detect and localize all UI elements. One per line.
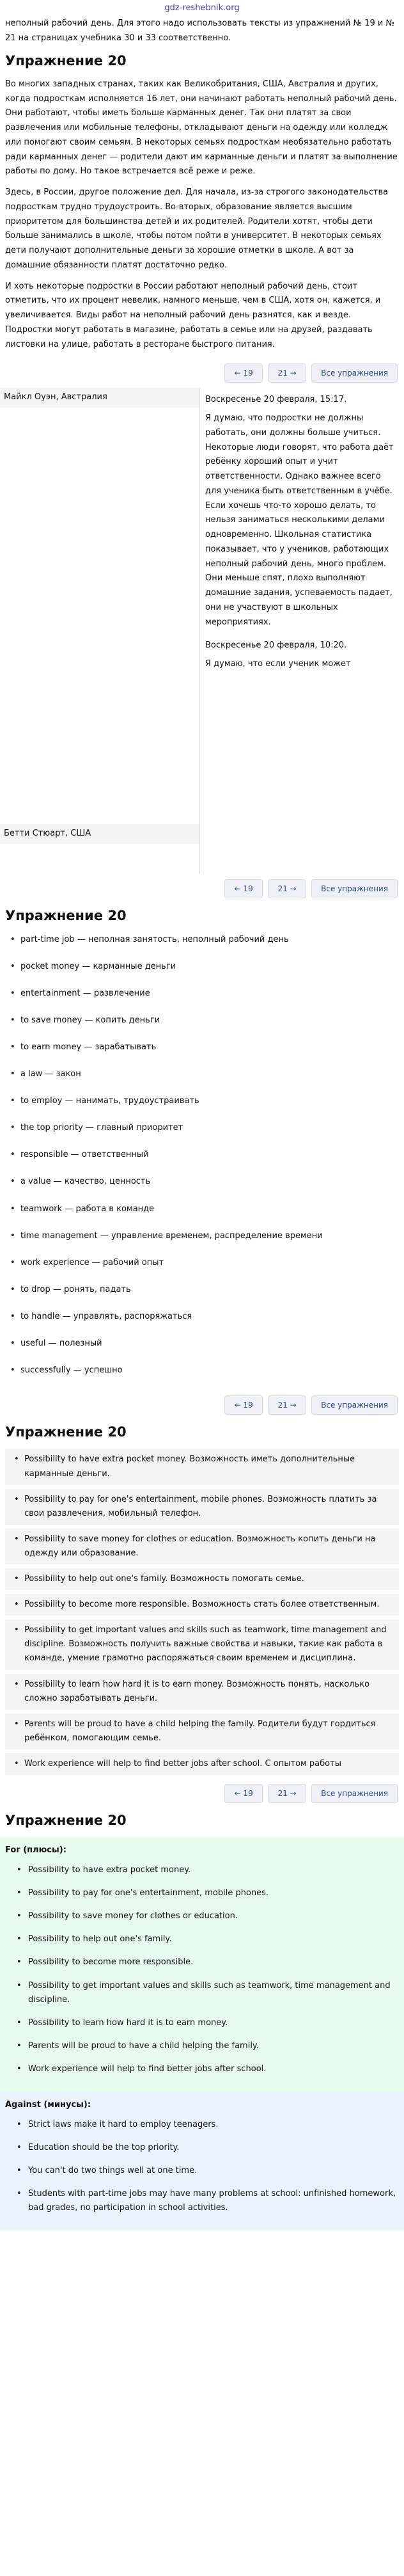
next-button[interactable]: 21 → [268,363,306,383]
vocab-item: • part-time job — неполная занятость, неполный рабочий день [5,933,399,947]
vocab-item: • a value — качество, ценность [5,1175,399,1189]
exercise-title-3: Упражнение 20 [5,1424,127,1440]
pros-ru-item: • Possibility to become more responsible. Возможность стать более ответственным. [5,1594,399,1616]
cons-item: • Students with part-time jobs may have many problems at school: unfinished homework, bad grades, no participation in school activities. [5,2187,399,2215]
pros-item: • Possibility to have extra pocket money. [5,1863,399,1877]
forum-image [0,388,404,874]
exercise-nav-4 [0,1779,404,1808]
post-text-2: Я думаю, что если ученик может [205,659,351,669]
pros-list [0,1863,404,2076]
prev-button[interactable]: ← 19 [224,1784,263,1803]
exercise-nav-3 [0,1390,404,1420]
pros-box [0,1837,404,2092]
cons-list [0,2118,404,2215]
prev-button[interactable]: ← 19 [224,879,263,898]
pros-item: • Possibility to learn how hard it is to earn money. [5,2016,399,2030]
pros-ru-list [0,1449,404,1775]
vocab-item: • to earn money — зарабатывать [5,1040,399,1054]
pros-item: • Parents will be proud to have a child helping the family. [5,2039,399,2053]
pros-item: • Possibility to help out one's family. [5,1932,399,1946]
vocab-item: • to drop — ронять, падать [5,1283,399,1297]
vocabulary-list [5,933,399,1378]
vocab-item: • entertainment — развлечение [5,987,399,1001]
prev-button[interactable]: ← 19 [224,363,263,383]
vocab-item: • responsible — ответственный [5,1148,399,1162]
vocab-item: • the top priority — главный приоритет [5,1121,399,1135]
cons-item: • Education should be the top priority. [5,2141,399,2155]
vocab-item: • to save money — копить деньги [5,1014,399,1028]
translation-paragraph-1: Во многих западных странах, таких как Великобритания, США, Австралия и других, когда подросткам исполняется 16 лет, они начинают работать неполный рабочий день. Они работают, чтобы иметь больше карманных денег. Так они платят за свои развлечения или мобильные телефоны, откладывают деньги на одежду или колледж или помогают своим семьям. В некоторых семьях подросткам необязательно работать ради карманных денег — родители дают им карманные деньги и платят за выполнение работы по дому. Но такое встречается всё реже и реже. [5,79,398,177]
translation-paragraph-2: Здесь, в России, другое положение дел. Для начала, из-за строгого законодательства подросткам трудно трудоустроить. Во-вторых, образование является высшим приоритетом для большинства детей и их родителей. Родители хотят, чтобы дети больше занимались в школе, чтобы потом пойти в университет. В некоторых семьях дети получают дополнительные деньги за хорошие отметки в школе. А вот за домашние обязанности платят достаточно редко. [5,187,389,270]
vocab-item: • a law — закон [5,1067,399,1081]
next-button[interactable]: 21 → [268,1784,306,1803]
exercise-title-1: Упражнение 20 [5,52,127,68]
vocab-item: • to handle — управлять, распоряжаться [5,1310,399,1324]
pros-ru-item: • Possibility to help out one's family. Возможность помогать семье. [5,1568,399,1590]
all-exercises-button[interactable]: Все упражнения [311,363,398,383]
all-exercises-button[interactable]: Все упражнения [311,879,398,898]
vocab-item: • successfully — успешно [5,1364,399,1378]
pros-ru-item: • Possibility to save money for clothes or education. Возможность копить деньги на одежду или образование. [5,1529,399,1564]
vocab-item: • useful — полезный [5,1337,399,1351]
pros-ru-item: • Work experience will help to find better jobs after school. С опытом работы [5,1753,399,1775]
cons-box [0,2092,404,2230]
post-date-2: Воскресенье 20 февраля, 10:20. [205,640,347,651]
vocab-item: • work experience — рабочий опыт [5,1256,399,1270]
pros-ru-item: • Possibility to learn how hard it is to earn money. Возможность понять, насколько сложно зарабатывать деньги. [5,1674,399,1710]
next-button[interactable]: 21 → [268,1395,306,1415]
vocab-item: • pocket money — карманные деньги [5,960,399,974]
pros-ru-item: • Possibility to have extra pocket money. Возможность иметь дополнительные карманные деньги. [5,1449,399,1484]
pros-item: • Possibility to save money for clothes or education. [5,1909,399,1923]
pros-item: • Possibility to pay for one's entertainment, mobile phones. [5,1886,399,1900]
pros-item: • Possibility to become more responsible. [5,1955,399,1969]
cons-label: Against (минусы): [5,2099,91,2110]
forum-left-column [0,388,199,874]
cons-item: • Strict laws make it hard to employ teenagers. [5,2118,399,2132]
all-exercises-button[interactable]: Все упражнения [311,1395,398,1415]
intro-text: неполный рабочий день. Для этого надо использовать тексты из упражнений № 19 и № 21 на страницах учебника 30 и 33 соответственно. [5,19,394,43]
vocab-item: • to employ — нанимать, трудоустраивать [5,1094,399,1108]
vocab-item: • teamwork — работа в команде [5,1202,399,1216]
post-text-1: Я думаю, что подростки не должны работать, они должны больше учиться. Некоторые люди говорят, что работа даёт ребёнку хороший опыт и учит ответственности. Однако важнее всего для ученика быть ответственным в учёбе. Если хочешь что-то хорошо делать, то нельзя заниматься несколькими делами одновременно. Школьная статистика показывает, что у учеников, работающих неполный рабочий день, много проблем. Они меньше спят, плохо выполняют домашние задания, успеваемость падает, они не участвуют в школьных мероприятиях. [205,413,394,627]
exercise-title-2: Упражнение 20 [5,908,127,924]
next-button[interactable]: 21 → [268,879,306,898]
exercise-title-4: Упражнение 20 [5,1812,127,1828]
cons-item: • You can't do two things well at one time. [5,2164,399,2178]
post-author-1: Майкл Оуэн, Австралия [0,388,199,408]
site-title[interactable]: gdz-reshebnik.org [164,3,240,13]
pros-label: For (плюсы): [5,1845,66,1856]
exercise-nav-2 [0,874,404,903]
all-exercises-button[interactable]: Все упражнения [311,1784,398,1803]
pros-ru-item: • Possibility to get important values and skills such as teamwork, time management and discipline. Возможность получить важные свойства и навыки, такие как работа в команде, умение грамотно распоряжаться своим временем и дисциплина. [5,1619,399,1669]
exercise-nav-1 [0,358,404,388]
pros-item: • Work experience will help to find better jobs after school. [5,2062,399,2076]
translation-paragraph-3: И хоть некоторые подростки в России работают неполный рабочий день, стоит отметить, что их процент невелик, намного меньше, чем в США, хотя он, кажется, и увеличивается. Виды работ на неполный рабочий день разнятся, как и везде. Подростки могут работать в магазине, работать в семье или на друзей, раздавать листовки на улице, работать в ресторане быстрого питания. [5,281,381,349]
prev-button[interactable]: ← 19 [224,1395,263,1415]
pros-ru-item: • Possibility to pay for one's entertainment, mobile phones. Возможность платить за свои развлечения, мобильный телефон. [5,1489,399,1525]
pros-item: • Possibility to get important values and skills such as teamwork, time management and discipline. [5,1979,399,2007]
vocab-item: • time management — управление временем, распределение времени [5,1229,399,1243]
post-author-2: Бетти Стюарт, США [0,824,199,844]
pros-ru-item: • Parents will be proud to have a child helping the family. Родители будут гордиться ребёнком, помогающим семье. [5,1713,399,1749]
forum-right-column [199,388,404,874]
post-date-1: Воскресенье 20 февраля, 15:17. [205,395,347,405]
